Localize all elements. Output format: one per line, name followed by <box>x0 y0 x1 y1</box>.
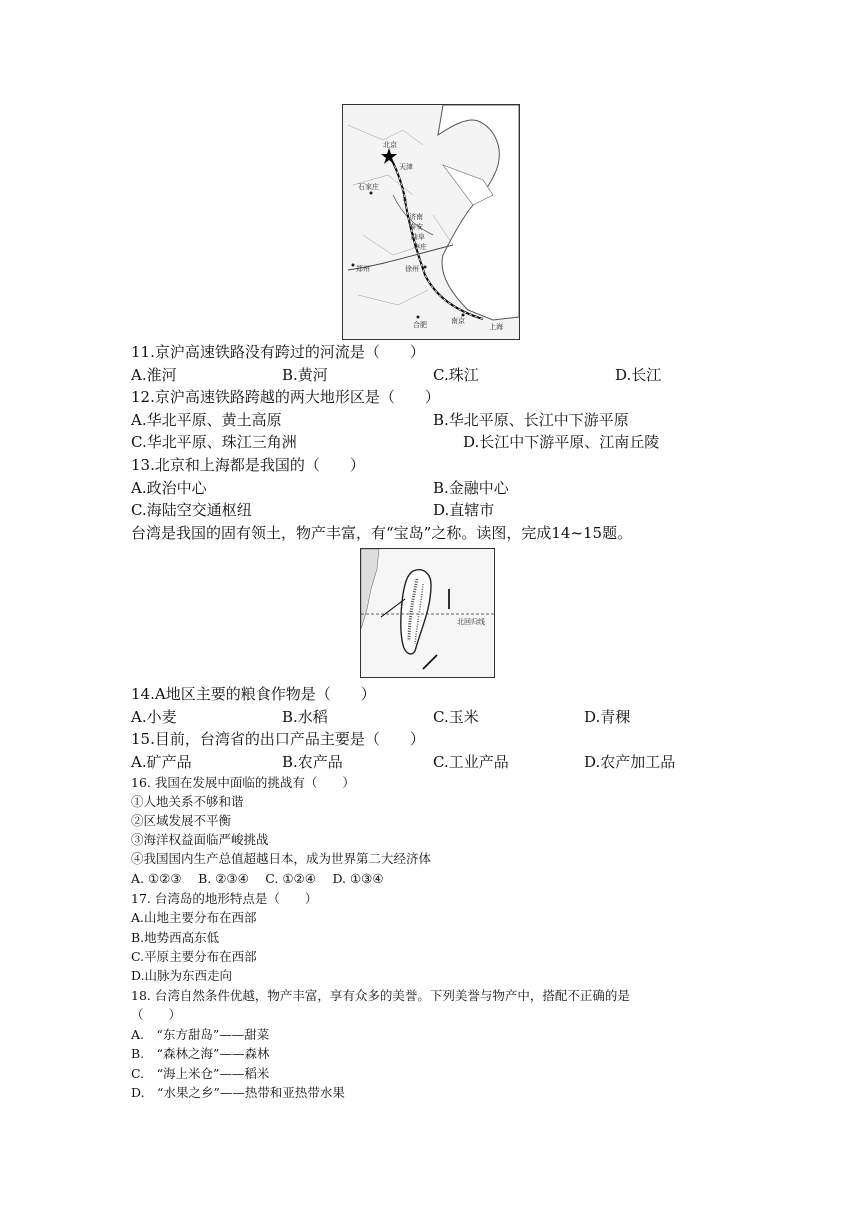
city-label: 南京 <box>451 317 465 325</box>
q13-option-a[interactable]: A.政治中心 <box>131 479 207 497</box>
q11-option-c[interactable]: C.珠江 <box>433 366 479 384</box>
q12-option-b[interactable]: B.华北平原、长江中下游平原 <box>433 411 629 429</box>
q17-option-d[interactable]: D.山脉为东西走向 <box>131 968 233 983</box>
q13-option-c[interactable]: C.海陆空交通枢纽 <box>131 501 252 519</box>
city-label: 枣庄 <box>413 243 427 251</box>
city-label: 石家庄 <box>358 183 379 191</box>
taiwan-map <box>360 548 495 678</box>
q15-option-a[interactable]: A.矿产品 <box>131 753 192 771</box>
q14-option-a[interactable]: A.小麦 <box>131 708 177 726</box>
q15-stem: 15.目前，台湾省的出口产品主要是（ ） <box>131 730 425 748</box>
q17-option-c[interactable]: C.平原主要分布在西部 <box>131 949 257 964</box>
q17-option-b[interactable]: B.地势西高东低 <box>131 930 220 945</box>
q18-option-c[interactable]: C. “海上米仓”——稻米 <box>131 1066 270 1081</box>
city-label: 济南 <box>409 213 423 221</box>
city-label: 徐州 <box>405 265 419 273</box>
q15-option-c[interactable]: C.工业产品 <box>433 753 509 771</box>
q18-option-a[interactable]: A. “东方甜岛”——甜菜 <box>131 1027 270 1042</box>
q17-option-a[interactable]: A.山地主要分布在西部 <box>131 910 257 925</box>
q18-stem: 18. 台湾自然条件优越，物产丰富，享有众多的美誉。下列美誉与物产中，搭配不正确的是 <box>131 988 630 1003</box>
city-label: 曲阜 <box>411 233 425 241</box>
q18-stem-bracket: （ ） <box>131 1007 182 1022</box>
q11-option-d[interactable]: D.长江 <box>615 366 662 384</box>
section-intro: 台湾是我国的固有领土，物产丰富，有“宝岛”之称。读图，完成14~15题。 <box>131 524 633 542</box>
q11-option-a[interactable]: A.淮河 <box>131 366 177 384</box>
city-label: 泰安 <box>409 223 423 231</box>
q16-stem: 16. 我国在发展中面临的挑战有（ ） <box>131 775 355 790</box>
q16-item-3: ③海洋权益面临严峻挑战 <box>131 832 269 847</box>
q14-option-c[interactable]: C.玉米 <box>433 708 479 726</box>
city-label: 北京 <box>383 141 397 149</box>
q11-stem: 11.京沪高速铁路没有跨过的河流是（ ） <box>131 343 425 361</box>
q12-option-a[interactable]: A.华北平原、黄土高原 <box>131 411 282 429</box>
q16-item-1: ①人地关系不够和谐 <box>131 794 244 809</box>
q15-option-b[interactable]: B.农产品 <box>282 753 343 771</box>
city-label: 郑州 <box>356 265 370 273</box>
q14-option-b[interactable]: B.水稻 <box>282 708 328 726</box>
q12-option-c[interactable]: C.华北平原、珠江三角洲 <box>131 433 297 451</box>
city-label: 天津 <box>399 163 413 171</box>
q14-option-d[interactable]: D.青稞 <box>584 708 631 726</box>
city-label: 上海 <box>489 323 503 331</box>
q16-item-4: ④我国国内生产总值超越日本，成为世界第二大经济体 <box>131 851 432 866</box>
q13-option-b[interactable]: B.金融中心 <box>433 479 509 497</box>
q11-option-b[interactable]: B.黄河 <box>282 366 328 384</box>
q16-item-2: ②区域发展不平衡 <box>131 813 232 828</box>
q13-option-d[interactable]: D.直辖市 <box>433 501 495 519</box>
q18-option-b[interactable]: B. “森林之海”——森林 <box>131 1046 270 1061</box>
q18-option-d[interactable]: D. “水果之乡”——热带和亚热带水果 <box>131 1085 345 1100</box>
city-label: 合肥 <box>413 321 427 329</box>
q16-options[interactable]: A. ①②③ B. ②③④ C. ①②④ D. ①③④ <box>131 871 384 886</box>
q12-stem: 12.京沪高速铁路跨越的两大地形区是（ ） <box>131 388 440 406</box>
railway-map <box>342 104 520 340</box>
q15-option-d[interactable]: D.农产加工品 <box>584 753 676 771</box>
q14-stem: 14.A地区主要的粮食作物是（ ） <box>131 685 376 703</box>
q12-option-d[interactable]: D.长江中下游平原、江南丘陵 <box>463 433 660 451</box>
tropic-of-cancer-label: 北回归线 <box>457 618 485 626</box>
q13-stem: 13.北京和上海都是我国的（ ） <box>131 456 365 474</box>
q17-stem: 17. 台湾岛的地形特点是（ ） <box>131 891 318 906</box>
